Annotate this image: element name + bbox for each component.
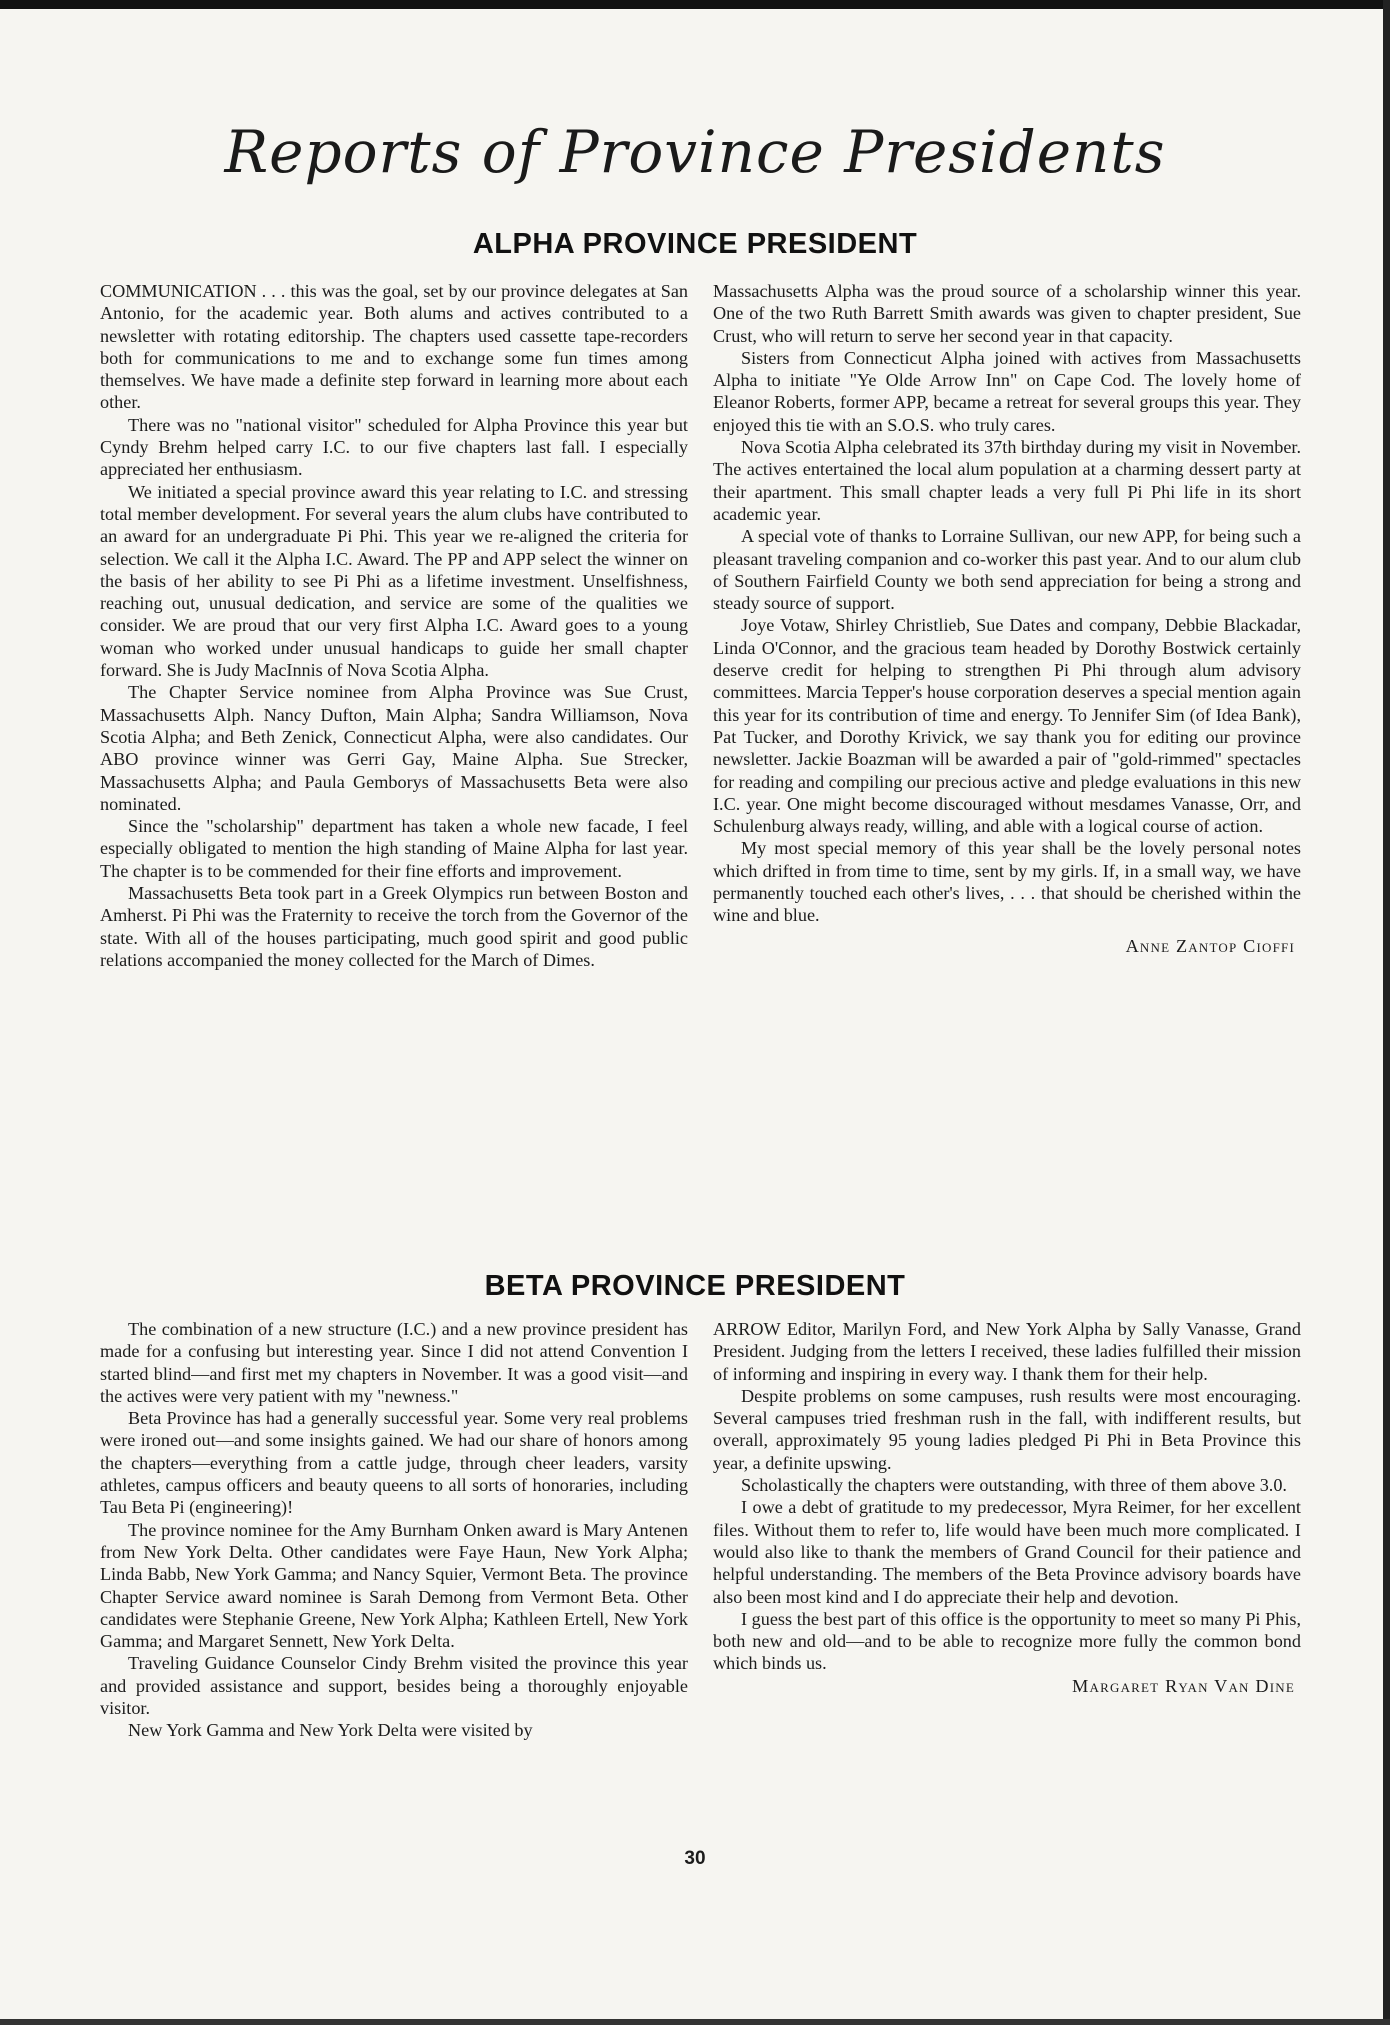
beta-right-column [713, 1318, 1301, 1697]
alpha-paragraph: A special vote of thanks to Lorraine Sullivan, our new APP, for being such a pleasant traveling companion and co-worker this past year. And to our alum club of Southern Fairfield County we both send appreciation for being a strong and steady source of support. [713, 526, 1301, 614]
alpha-right-column [713, 280, 1301, 957]
beta-paragraph: New York Gamma and New York Delta were visited by [128, 1720, 533, 1741]
beta-paragraph: Scholastically the chapters were outstanding, with three of them above 3.0. [741, 1475, 1287, 1496]
beta-paragraph: Beta Province has had a generally successful year. Some very real problems were ironed out—and some insights gained. We had our share of honors among the chapters—everything from a cattle judge, through cheer leaders, varsity athletes, campus officers and beauty queens to all sorts of honoraries, including Tau Beta Pi (engineering)! [100, 1408, 688, 1518]
alpha-paragraph: The Chapter Service nominee from Alpha Province was Sue Crust, Massachusetts Alph. Nancy Dufton, Main Alpha; Sandra Williamson, Nova Scotia Alpha; and Beth Zenick, Connecticut Alpha, were also candidates. Our ABO province winner was Gerri Gay, Maine Alpha. Sue Strecker, Massachusetts Alpha; and Paula Gemborys of Massachusetts Beta were also nominated. [100, 682, 688, 814]
alpha-paragraph: There was no "national visitor" scheduled for Alpha Province this year but Cyndy Brehm helped carry I.C. to our five chapters last fall. I especially appreciated her enthusiasm. [100, 414, 688, 480]
beta-paragraph: The province nominee for the Amy Burnham Onken award is Mary Antenen from New York Delta. Other candidates were Faye Haun, New York Alpha; Linda Babb, New York Gamma; and Nancy Squier, Vermont Beta. The province Chapter Service award nominee is Sarah Demong from Vermont Beta. Other candidates were Stephanie Greene, New York Alpha; Kathleen Ertell, New York Gamma; and Margaret Sennett, New York Delta. [100, 1519, 688, 1652]
page-title: Reports of Province Presidents [224, 118, 1166, 186]
beta-paragraph: I owe a debt of gratitude to my predecessor, Myra Reimer, for her excellent files. Without them to refer to, life would have been much more complicated. I would also like to thank the members of Grand Council for their patience and helpful understanding. The members of the Beta Province advisory boards have also been most kind and I do appreciate their help and devotion. [713, 1497, 1301, 1607]
beta-paragraph: ARROW Editor, Marilyn Ford, and New York Alpha by Sally Vanasse, Grand President. Judging from the letters I received, these ladies fulfilled their mission of informing and inspiring in every way. I thank them for their help. [713, 1319, 1301, 1384]
alpha-paragraph: Sisters from Connecticut Alpha joined with actives from Massachusetts Alpha to initiate "Ye Olde Arrow Inn" on Cape Cod. The lovely home of Eleanor Roberts, former APP, became a retreat for several groups this year. They enjoyed this tie with an S.O.S. who truly cares. [713, 347, 1301, 435]
beta-paragraph: I guess the best part of this office is the opportunity to meet so many Pi Phis, both new and old—and to be able to recognize more fully the common bond which binds us. [713, 1608, 1301, 1674]
page-border-bottom [0, 2019, 1390, 2025]
alpha-paragraph: Nova Scotia Alpha celebrated its 37th birthday during my visit in November. The actives entertained the local alum population at a charming dessert party at their apartment. This small chapter leads a very full Pi Phi life in its short academic year. [713, 437, 1301, 524]
beta-left-column [100, 1318, 688, 1742]
alpha-paragraph: Massachusetts Alpha was the proud source of a scholarship winner this year. One of the two Ruth Barrett Smith awards was given to chapter president, Sue Crust, who will return to serve her second year in that capacity. [713, 281, 1301, 346]
alpha-paragraph: Massachusetts Beta took part in a Greek Olympics run between Boston and Amherst. Pi Phi was the Fraternity to receive the torch from the Governor of the state. With all of the houses participating, much good spirit and good public relations accompanied the money collected for the March of Dimes. [100, 883, 688, 970]
alpha-signature: Anne Zantop Cioffi [1125, 935, 1295, 956]
beta-paragraph: Traveling Guidance Counselor Cindy Brehm visited the province this year and provided assistance and support, besides being a thoroughly enjoyable visitor. [100, 1653, 688, 1719]
page-border-right [1383, 0, 1390, 2025]
beta-heading: BETA PROVINCE PRESIDENT [484, 1270, 906, 1302]
alpha-paragraph: My most special memory of this year shall be the lovely personal notes which drifted in from time to time, sent by my girls. If, in a small way, we have permanently touched each other's lives, . . . that should be cherished within the wine and blue. [713, 838, 1301, 926]
alpha-paragraph: Since the "scholarship" department has taken a whole new facade, I feel especially obligated to mention the high standing of Maine Alpha for last year. The chapter is to be commended for their fine efforts and improvement. [100, 816, 688, 881]
alpha-left-column [100, 280, 688, 971]
beta-signature: Margaret Ryan Van Dine [1072, 1675, 1295, 1696]
beta-paragraph: The combination of a new structure (I.C.) and a new province president has made for a confusing but interesting year. Since I did not attend Convention I started blind—and first met my chapters in November. It was a good visit—and the actives were very patient with my "newness." [100, 1319, 688, 1406]
alpha-heading: ALPHA PROVINCE PRESIDENT [472, 228, 918, 260]
alpha-paragraph: COMMUNICATION . . . this was the goal, set by our province delegates at San Antonio, for the academic year. Both alums and actives contributed to a newsletter with rotating editorship. The chapters used cassette tape-recorders both for communications to me and to exchange some fun times among themselves. We have made a definite step forward in learning more about each other. [100, 281, 688, 413]
alpha-paragraph: Joye Votaw, Shirley Christlieb, Sue Dates and company, Debbie Blackadar, Linda O'Connor, and the gracious team headed by Dorothy Bostwick certainly deserve credit for helping to strengthen Pi Phi through alum advisory committees. Marcia Tepper's house corporation deserves a special mention again this year for its contribution of time and energy. To Jennifer Sim (of Idea Bank), Pat Tucker, and Dorothy Krivick, we say thank you for editing our province newsletter. Jackie Boazman will be awarded a pair of "gold-rimmed" spectacles for reading and compiling our precious active and pledge evaluations in this new I.C. year. One might become discouraged without mesdames Vanasse, Orr, and Schulenburg always ready, willing, and able with a logical course of action. [713, 615, 1301, 837]
page-border-top [0, 0, 1390, 9]
page-number: 30 [684, 1848, 706, 1869]
beta-paragraph: Despite problems on some campuses, rush results were most encouraging. Several campuses tried freshman rush in the fall, with indifferent results, but overall, approximately 95 young ladies pledged Pi Phi in Beta Province this year, a definite upswing. [713, 1385, 1301, 1473]
alpha-paragraph: We initiated a special province award this year relating to I.C. and stressing total member development. For several years the alum clubs have contributed to an award for an undergraduate Pi Phi. This year we re-aligned the criteria for selection. We call it the Alpha I.C. Award. The PP and APP select the winner on the basis of her ability to see Pi Phi as a lifetime investment. Unselfishness, reaching out, unusual dedication, and service are some of the qualities we consider. We are proud that our very first Alpha I.C. Award goes to a young woman who worked under unusual handicaps to guide her small chapter forward. She is Judy MacInnis of Nova Scotia Alpha. [100, 481, 688, 681]
